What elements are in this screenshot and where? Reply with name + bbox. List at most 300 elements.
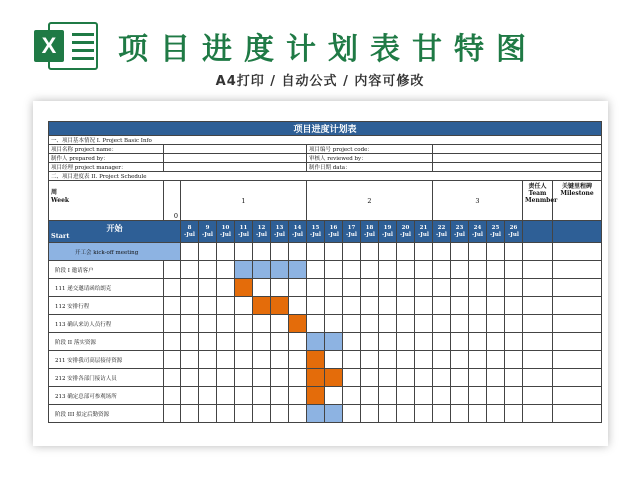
sheet-title-row — [49, 122, 602, 136]
task-cell[interactable] — [415, 387, 433, 405]
task-cell[interactable] — [361, 333, 379, 351]
task-cell[interactable] — [217, 369, 235, 387]
date-day: 10 — [221, 224, 230, 231]
task-cell[interactable] — [487, 315, 505, 333]
task-cell[interactable] — [397, 405, 415, 423]
owner-cell[interactable] — [523, 387, 553, 405]
task-cell[interactable] — [379, 387, 397, 405]
task-cell[interactable] — [433, 261, 451, 279]
task-cell[interactable] — [379, 351, 397, 369]
info-label[interactable]: 项目名称 project name： — [49, 145, 164, 154]
date-header[interactable] — [343, 221, 361, 243]
task-row — [49, 351, 602, 369]
task-cell[interactable] — [325, 243, 343, 261]
task-cell[interactable] — [397, 315, 415, 333]
task-cell[interactable] — [343, 279, 361, 297]
task-cell[interactable] — [181, 315, 199, 333]
task-cell[interactable] — [397, 369, 415, 387]
task-cell[interactable] — [397, 279, 415, 297]
gantt-bar-cell[interactable] — [271, 261, 289, 279]
date-milestone-cell[interactable] — [553, 221, 602, 243]
task-cell[interactable] — [289, 297, 307, 315]
task-cell[interactable] — [487, 387, 505, 405]
task-cell[interactable] — [217, 405, 235, 423]
task-cell[interactable] — [253, 405, 271, 423]
date-month: -Jul — [364, 231, 375, 238]
gantt-bar-cell[interactable] — [235, 279, 253, 297]
gantt-bar-cell[interactable] — [325, 405, 343, 423]
owner-cell[interactable] — [523, 243, 553, 261]
task-cell[interactable] — [469, 243, 487, 261]
task-cell[interactable] — [199, 315, 217, 333]
task-cell[interactable] — [451, 243, 469, 261]
task-cell[interactable] — [361, 369, 379, 387]
task-cell[interactable] — [164, 261, 181, 279]
task-cell[interactable] — [487, 279, 505, 297]
owner-cell[interactable] — [523, 333, 553, 351]
task-cell[interactable] — [253, 369, 271, 387]
date-day: 17 — [347, 224, 356, 231]
task-cell[interactable] — [487, 297, 505, 315]
task-cell[interactable] — [451, 405, 469, 423]
task-cell[interactable] — [433, 243, 451, 261]
excel-icon — [34, 22, 98, 70]
task-cell[interactable] — [343, 405, 361, 423]
task-cell[interactable] — [433, 351, 451, 369]
task-cell[interactable] — [217, 261, 235, 279]
date-month: -Jul — [346, 231, 357, 238]
milestone-cell[interactable] — [553, 369, 602, 387]
info-label[interactable]: 制作日期 data： — [307, 163, 433, 172]
spreadsheet-preview — [33, 101, 608, 446]
gantt-bar-cell[interactable] — [325, 333, 343, 351]
task-cell[interactable] — [181, 333, 199, 351]
date-header[interactable] — [181, 221, 199, 243]
task-cell[interactable] — [217, 243, 235, 261]
task-cell[interactable] — [271, 387, 289, 405]
date-day: 25 — [491, 224, 500, 231]
task-label[interactable]: 112 安排行程 — [49, 297, 164, 315]
task-cell[interactable] — [253, 351, 271, 369]
task-cell[interactable] — [397, 297, 415, 315]
gantt-bar-cell[interactable] — [235, 261, 253, 279]
task-cell[interactable] — [451, 261, 469, 279]
gantt-bar-cell[interactable] — [307, 387, 325, 405]
task-cell[interactable] — [164, 333, 181, 351]
info-value-cell[interactable] — [433, 163, 602, 172]
task-cell[interactable] — [397, 333, 415, 351]
task-cell[interactable] — [469, 279, 487, 297]
task-cell[interactable] — [487, 243, 505, 261]
task-cell[interactable] — [487, 333, 505, 351]
task-cell[interactable] — [217, 387, 235, 405]
task-cell[interactable] — [469, 297, 487, 315]
task-cell[interactable] — [361, 297, 379, 315]
task-cell[interactable] — [487, 369, 505, 387]
task-cell[interactable] — [469, 351, 487, 369]
task-cell[interactable] — [181, 405, 199, 423]
section-schedule[interactable]: 二、项目进度表 II. Project Schedule — [49, 172, 602, 181]
task-cell[interactable] — [271, 405, 289, 423]
task-cell[interactable] — [415, 297, 433, 315]
section-basic-info[interactable]: 一、项目基本情况 I. Project Basic Info — [49, 136, 602, 145]
task-cell[interactable] — [415, 369, 433, 387]
task-cell[interactable] — [433, 333, 451, 351]
task-cell[interactable] — [343, 387, 361, 405]
info-row — [49, 154, 602, 163]
milestone-cell[interactable] — [553, 333, 602, 351]
task-cell[interactable] — [217, 315, 235, 333]
task-cell[interactable] — [235, 333, 253, 351]
task-cell[interactable] — [307, 297, 325, 315]
task-cell[interactable] — [253, 315, 271, 333]
date-day: 23 — [455, 224, 464, 231]
task-cell[interactable] — [451, 369, 469, 387]
task-cell[interactable] — [379, 315, 397, 333]
task-label[interactable]: 213 确定总部可参观场所 — [49, 387, 164, 405]
task-cell[interactable] — [379, 243, 397, 261]
excel-badge: X — [34, 30, 64, 62]
task-cell[interactable] — [235, 405, 253, 423]
task-cell[interactable] — [289, 243, 307, 261]
task-cell[interactable] — [397, 351, 415, 369]
task-cell[interactable] — [505, 279, 523, 297]
gantt-bar-cell[interactable] — [307, 333, 325, 351]
date-header[interactable] — [271, 221, 289, 243]
week-number[interactable]: 0 — [164, 181, 181, 221]
task-cell[interactable] — [271, 315, 289, 333]
task-cell[interactable] — [307, 315, 325, 333]
task-cell[interactable] — [199, 279, 217, 297]
info-label[interactable]: 制作人 prepared by： — [49, 154, 164, 163]
task-cell[interactable] — [289, 405, 307, 423]
date-header[interactable] — [325, 221, 343, 243]
info-value-cell[interactable] — [164, 154, 307, 163]
date-header[interactable] — [505, 221, 523, 243]
week-number[interactable]: 2 — [307, 181, 433, 221]
task-cell[interactable] — [433, 405, 451, 423]
task-cell[interactable] — [181, 387, 199, 405]
task-cell[interactable] — [164, 297, 181, 315]
task-cell[interactable] — [469, 315, 487, 333]
task-cell[interactable] — [469, 369, 487, 387]
gantt-bar-cell[interactable] — [271, 297, 289, 315]
date-day: 14 — [293, 224, 302, 231]
task-cell[interactable] — [307, 279, 325, 297]
task-cell[interactable] — [343, 297, 361, 315]
milestone-cell[interactable] — [553, 261, 602, 279]
section-row — [49, 172, 602, 181]
milestone-cell[interactable] — [553, 351, 602, 369]
date-month: -Jul — [382, 231, 393, 238]
date-header[interactable] — [361, 221, 379, 243]
task-cell[interactable] — [325, 315, 343, 333]
task-cell[interactable] — [505, 315, 523, 333]
task-cell[interactable] — [235, 369, 253, 387]
task-cell[interactable] — [199, 387, 217, 405]
task-cell[interactable] — [451, 315, 469, 333]
task-cell[interactable] — [469, 261, 487, 279]
task-cell[interactable] — [415, 315, 433, 333]
task-cell[interactable] — [379, 261, 397, 279]
task-cell[interactable] — [343, 351, 361, 369]
owner-header[interactable]: 责任人 Team Menmber — [523, 181, 553, 221]
task-cell[interactable] — [451, 333, 469, 351]
info-value-cell[interactable] — [433, 154, 602, 163]
task-cell[interactable] — [379, 369, 397, 387]
info-value-cell[interactable] — [433, 145, 602, 154]
task-label[interactable]: 113 确认来访人员行程 — [49, 315, 164, 333]
task-cell[interactable] — [469, 333, 487, 351]
task-cell[interactable] — [289, 369, 307, 387]
gantt-bar-cell[interactable] — [253, 261, 271, 279]
task-cell[interactable] — [199, 369, 217, 387]
task-cell[interactable] — [451, 297, 469, 315]
week-number[interactable]: 3 — [433, 181, 523, 221]
task-cell[interactable] — [199, 405, 217, 423]
task-cell[interactable] — [271, 279, 289, 297]
task-cell[interactable] — [505, 297, 523, 315]
date-header[interactable] — [199, 221, 217, 243]
owner-cell[interactable] — [523, 315, 553, 333]
task-cell[interactable] — [361, 315, 379, 333]
task-label[interactable]: 阶段 II 落实资源 — [49, 333, 164, 351]
week-number[interactable]: 1 — [181, 181, 307, 221]
gantt-bar-cell[interactable] — [325, 369, 343, 387]
task-cell[interactable] — [235, 243, 253, 261]
task-cell[interactable] — [325, 387, 343, 405]
task-label[interactable]: 212 安排各部门接访人员 — [49, 369, 164, 387]
task-cell[interactable] — [235, 351, 253, 369]
task-cell[interactable] — [415, 261, 433, 279]
task-row — [49, 387, 602, 405]
task-cell[interactable] — [289, 387, 307, 405]
date-day: 15 — [311, 224, 320, 231]
gantt-bar-cell[interactable] — [253, 297, 271, 315]
owner-cell[interactable] — [523, 369, 553, 387]
date-header[interactable] — [469, 221, 487, 243]
task-cell[interactable] — [379, 405, 397, 423]
task-cell[interactable] — [164, 369, 181, 387]
date-month: -Jul — [202, 231, 213, 238]
task-cell[interactable] — [361, 261, 379, 279]
task-cell[interactable] — [199, 297, 217, 315]
task-cell[interactable] — [253, 243, 271, 261]
date-day: 20 — [401, 224, 410, 231]
date-header[interactable] — [451, 221, 469, 243]
task-cell[interactable] — [289, 351, 307, 369]
task-cell[interactable] — [505, 333, 523, 351]
task-cell[interactable] — [415, 405, 433, 423]
info-row — [49, 163, 602, 172]
owner-cell[interactable] — [523, 351, 553, 369]
task-cell[interactable] — [235, 297, 253, 315]
milestone-cell[interactable] — [553, 297, 602, 315]
milestone-cell[interactable] — [553, 405, 602, 423]
task-cell[interactable] — [271, 333, 289, 351]
task-cell[interactable] — [469, 387, 487, 405]
date-header[interactable] — [397, 221, 415, 243]
date-header[interactable] — [289, 221, 307, 243]
task-row — [49, 261, 602, 279]
task-cell[interactable] — [271, 369, 289, 387]
milestone-header[interactable]: 关键里程碑 Milestone — [553, 181, 602, 221]
date-header[interactable] — [217, 221, 235, 243]
task-cell[interactable] — [253, 333, 271, 351]
milestone-cell[interactable] — [553, 279, 602, 297]
task-cell[interactable] — [433, 279, 451, 297]
task-cell[interactable] — [307, 261, 325, 279]
task-cell[interactable] — [325, 261, 343, 279]
task-cell[interactable] — [217, 333, 235, 351]
owner-cell[interactable] — [523, 405, 553, 423]
task-cell[interactable] — [505, 351, 523, 369]
task-label[interactable]: 阶段 III 拟定后勤资源 — [49, 405, 164, 423]
task-cell[interactable] — [361, 351, 379, 369]
task-cell[interactable] — [433, 297, 451, 315]
task-cell[interactable] — [397, 261, 415, 279]
task-cell[interactable] — [164, 279, 181, 297]
task-label[interactable]: 211 安排我司高层接待资源 — [49, 351, 164, 369]
task-cell[interactable] — [235, 315, 253, 333]
milestone-cell[interactable] — [553, 315, 602, 333]
task-cell[interactable] — [199, 351, 217, 369]
date-header[interactable] — [235, 221, 253, 243]
owner-cell[interactable] — [523, 279, 553, 297]
task-cell[interactable] — [253, 279, 271, 297]
task-cell[interactable] — [325, 297, 343, 315]
task-cell[interactable] — [325, 279, 343, 297]
task-cell[interactable] — [164, 315, 181, 333]
info-value-cell[interactable] — [164, 145, 307, 154]
date-day: 18 — [365, 224, 374, 231]
task-cell[interactable] — [505, 387, 523, 405]
task-cell[interactable] — [271, 351, 289, 369]
date-header[interactable] — [415, 221, 433, 243]
gantt-table — [48, 121, 602, 423]
date-month: -Jul — [454, 231, 465, 238]
task-label[interactable]: 111 递交邀请函给朗克 — [49, 279, 164, 297]
task-cell[interactable] — [433, 315, 451, 333]
task-cell[interactable] — [289, 333, 307, 351]
info-label[interactable]: 项目经理 project manager： — [49, 163, 164, 172]
task-cell[interactable] — [181, 369, 199, 387]
task-cell[interactable] — [379, 333, 397, 351]
task-cell[interactable] — [217, 297, 235, 315]
info-value-cell[interactable] — [164, 163, 307, 172]
date-month: -Jul — [220, 231, 231, 238]
task-cell[interactable] — [451, 387, 469, 405]
task-cell[interactable] — [487, 261, 505, 279]
owner-cell[interactable] — [523, 297, 553, 315]
task-cell[interactable] — [325, 351, 343, 369]
task-cell[interactable] — [451, 279, 469, 297]
task-cell[interactable] — [505, 243, 523, 261]
date-header[interactable] — [433, 221, 451, 243]
sheet-title[interactable]: 项目进度计划表 — [49, 122, 602, 136]
task-cell[interactable] — [181, 279, 199, 297]
task-cell[interactable] — [487, 405, 505, 423]
task-cell[interactable] — [505, 369, 523, 387]
task-cell[interactable] — [253, 387, 271, 405]
task-cell[interactable] — [415, 243, 433, 261]
task-cell[interactable] — [199, 243, 217, 261]
task-cell[interactable] — [164, 405, 181, 423]
task-cell[interactable] — [469, 405, 487, 423]
date-header[interactable] — [379, 221, 397, 243]
task-row — [49, 243, 602, 261]
task-cell[interactable] — [343, 369, 361, 387]
task-cell[interactable] — [415, 279, 433, 297]
task-cell[interactable] — [505, 405, 523, 423]
task-cell[interactable] — [397, 387, 415, 405]
task-cell[interactable] — [379, 297, 397, 315]
task-cell[interactable] — [181, 351, 199, 369]
task-cell[interactable] — [199, 261, 217, 279]
date-owner-cell[interactable] — [523, 221, 553, 243]
task-cell[interactable] — [397, 243, 415, 261]
task-cell[interactable] — [361, 387, 379, 405]
task-cell[interactable] — [307, 243, 325, 261]
gantt-bar-cell[interactable] — [307, 351, 325, 369]
task-cell[interactable] — [289, 279, 307, 297]
task-cell[interactable] — [181, 261, 199, 279]
task-cell[interactable] — [181, 243, 199, 261]
date-header[interactable] — [253, 221, 271, 243]
date-header[interactable] — [487, 221, 505, 243]
task-cell[interactable] — [433, 369, 451, 387]
gantt-bar-cell[interactable] — [307, 369, 325, 387]
gantt-bar-cell[interactable] — [289, 315, 307, 333]
task-cell[interactable] — [415, 333, 433, 351]
task-cell[interactable] — [199, 333, 217, 351]
task-cell[interactable] — [361, 243, 379, 261]
milestone-cell[interactable] — [553, 387, 602, 405]
task-cell[interactable] — [217, 351, 235, 369]
task-cell[interactable] — [164, 351, 181, 369]
task-cell[interactable] — [379, 279, 397, 297]
task-cell[interactable] — [451, 351, 469, 369]
task-cell[interactable] — [235, 387, 253, 405]
task-cell[interactable] — [271, 243, 289, 261]
task-cell[interactable] — [343, 243, 361, 261]
date-header[interactable] — [307, 221, 325, 243]
milestone-cell[interactable] — [553, 243, 602, 261]
task-cell[interactable] — [343, 261, 361, 279]
task-cell[interactable] — [433, 387, 451, 405]
info-label[interactable]: 项目编号 project code： — [307, 145, 433, 154]
task-cell[interactable] — [361, 279, 379, 297]
task-label[interactable]: 阶段 I 邀请客户 — [49, 261, 164, 279]
task-cell[interactable] — [343, 315, 361, 333]
task-cell[interactable] — [487, 351, 505, 369]
start-label-cn: 开始 — [106, 223, 123, 233]
week-label-en: Week — [51, 197, 70, 204]
task-cell[interactable] — [181, 297, 199, 315]
task-cell[interactable] — [505, 261, 523, 279]
info-label[interactable]: 审核人 reviewed by： — [307, 154, 433, 163]
task-cell[interactable] — [217, 279, 235, 297]
task-cell[interactable] — [361, 405, 379, 423]
gantt-bar-cell[interactable] — [307, 405, 325, 423]
task-cell[interactable] — [343, 333, 361, 351]
owner-cell[interactable] — [523, 261, 553, 279]
start-label[interactable] — [49, 221, 181, 243]
gantt-bar-cell[interactable] — [289, 261, 307, 279]
task-cell[interactable] — [415, 351, 433, 369]
task-label[interactable]: 开工会 kick-off meeting — [49, 243, 181, 261]
task-cell[interactable] — [164, 387, 181, 405]
